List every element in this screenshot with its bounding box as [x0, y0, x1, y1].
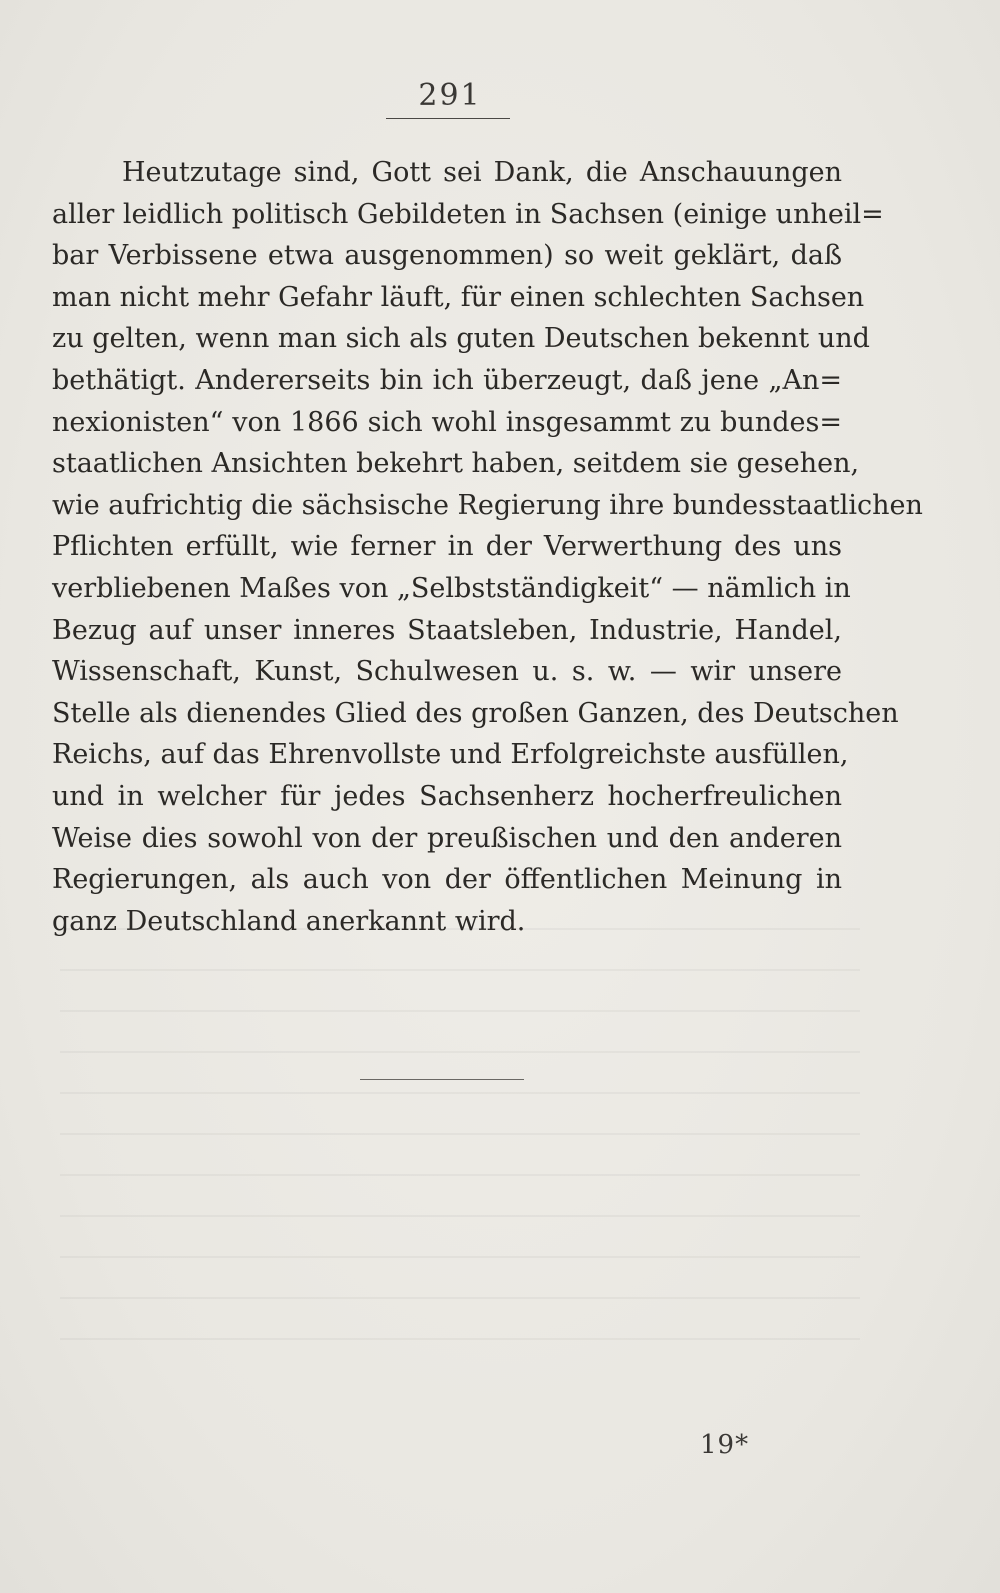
- text-line: Bezug auf unser inneres Staatsleben, Industrie, Handel,: [52, 614, 842, 646]
- text-line: staatlichen Ansichten bekehrt haben, seitdem sie gesehen,: [52, 448, 860, 480]
- show-through-texture: [60, 900, 860, 1350]
- text-line: verbliebenen Maßes von „Selbstständigkeit“ — nämlich in: [52, 572, 851, 604]
- body-paragraph: [52, 152, 923, 942]
- text-line: ganz Deutschland anerkannt wird.: [52, 905, 526, 937]
- text-line: aller leidlich politisch Gebildeten in Sachsen (einige unheil=: [52, 198, 884, 230]
- text-line: nexionisten“ von 1866 sich wohl insgesammt zu bundes=: [52, 406, 842, 438]
- text-line: Pflichten erfüllt, wie ferner in der Verwerthung des uns: [52, 531, 842, 563]
- header-rule: [386, 118, 510, 119]
- text-line: man nicht mehr Gefahr läuft, für einen schlechten Sachsen: [52, 281, 865, 313]
- text-line: und in welcher für jedes Sachsenherz hocherfreulichen: [52, 780, 842, 812]
- text-line: Regierungen, als auch von der öffentlichen Meinung in: [52, 864, 842, 896]
- text-line: Wissenschaft, Kunst, Schulwesen u. s. w. — wir unsere: [52, 656, 842, 688]
- text-line: Weise dies sowohl von der preußischen und den anderen: [52, 822, 842, 854]
- text-line: bar Verbissene etwa ausgenommen) so weit geklärt, daß: [52, 240, 842, 272]
- page-number: 291: [418, 78, 482, 113]
- text-line: wie aufrichtig die sächsische Regierung ihre bundesstaatlichen: [52, 489, 923, 521]
- text-line: Stelle als dienendes Glied des großen Ganzen, des Deutschen: [52, 697, 899, 729]
- section-end-rule: [360, 1079, 524, 1080]
- text-line: Heutzutage sind, Gott sei Dank, die Anschauungen: [122, 157, 842, 188]
- text-line: Reichs, auf das Ehrenvollste und Erfolgreichste ausfüllen,: [52, 739, 849, 771]
- text-line: zu gelten, wenn man sich als guten Deutschen bekennt und: [52, 323, 870, 355]
- signature-mark: 19*: [700, 1430, 750, 1460]
- text-line: bethätigt. Andererseits bin ich überzeugt, daß jene „An=: [52, 364, 842, 396]
